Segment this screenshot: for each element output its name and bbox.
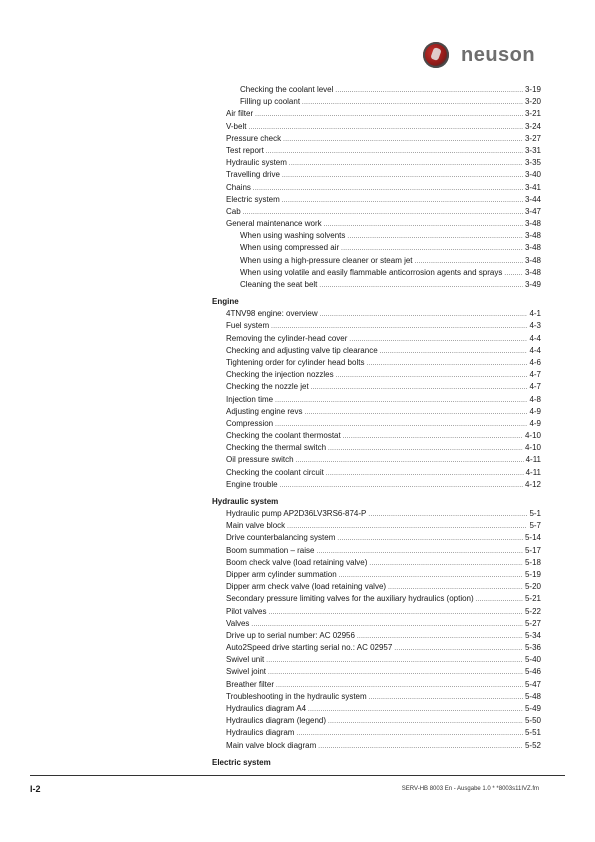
toc-dot-leader [349,334,527,346]
toc-entry[interactable] [212,267,541,279]
toc-entry[interactable] [212,606,541,618]
toc-entry-title: V-belt [226,121,247,131]
toc-dot-leader [243,207,523,219]
toc-entry-page: 4-9 [529,418,541,428]
toc-dot-leader [341,243,523,255]
toc-dot-leader [253,183,523,195]
toc-dot-leader [276,680,523,692]
toc-entry-page: 4-11 [525,455,541,465]
toc-entry-page: 4-7 [529,370,541,380]
toc-entry-page: 4-3 [529,321,541,331]
toc-dot-leader [302,97,523,109]
toc-entry[interactable] [212,691,541,703]
toc-entry-title: Filling up coolant [240,97,301,107]
toc-entry[interactable] [212,145,541,157]
toc-entry[interactable] [212,206,541,218]
toc-dot-leader [337,533,523,545]
toc-entry-page: 5-51 [524,728,541,738]
toc-entry-page: 4-7 [529,382,541,392]
toc-entry[interactable] [212,157,541,169]
toc-entry[interactable] [212,96,541,108]
toc-entry-page: 5-48 [524,691,541,701]
toc-entry-title: Main valve block diagram [226,740,317,750]
toc-entry[interactable] [212,430,541,442]
toc-entry-page: 5-22 [524,606,541,616]
toc-dot-leader [357,631,523,643]
toc-entry[interactable] [212,381,541,393]
toc-entry-title: Valves [226,618,250,628]
toc-entry-title: Test report [226,145,264,155]
toc-dot-leader [324,219,523,231]
toc-entry-page: 3-19 [524,85,541,94]
toc-dot-leader [318,741,523,753]
toc-dot-leader [275,395,527,407]
toc-entry-title: Troubleshooting in the hydraulic system [226,691,367,701]
toc-entry[interactable] [212,406,541,418]
toc-entry-page: 3-44 [524,194,541,204]
toc-dot-leader [255,109,523,121]
toc-entry-page: 4-10 [524,443,541,453]
document-reference: SERV-HB 8003 En - Ausgabe 1.0 * *8003s11IVZ.fm [401,786,539,792]
toc-entry[interactable] [212,369,541,381]
toc-dot-leader [326,468,524,480]
toc-entry-page: 3-49 [524,280,541,289]
toc-dot-leader [287,521,527,533]
toc-entry[interactable] [212,715,541,727]
toc-entry-title: Hydraulic pump AP2D36LV3RS6-874-P [226,509,367,518]
toc-entry[interactable] [212,84,541,96]
toc-entry-page: 5-19 [524,569,541,579]
toc-entry-page: 4-8 [529,394,541,404]
toc-entry-title: When using compressed air [240,243,340,253]
toc-entry[interactable] [212,169,541,181]
toc-entry-title: Travelling drive [226,170,280,180]
toc-entry-title: Checking and adjusting valve tip clearance [226,345,378,355]
toc-entry[interactable] [212,308,541,320]
toc-entry-title: Removing the cylinder-head cover [226,333,348,343]
toc-entry-page: 3-27 [524,133,541,143]
toc-entry-page: 5-21 [524,594,541,604]
toc-entry[interactable] [212,108,541,120]
toc-entry[interactable] [212,255,541,267]
toc-entry-page: 3-48 [524,219,541,229]
toc-dot-leader [319,280,523,292]
toc-dot-leader [380,346,528,358]
toc-entry-title: Checking the nozzle jet [226,382,309,392]
toc-section-heading[interactable]: Hydraulic system [212,497,279,506]
toc-entry[interactable] [212,630,541,642]
toc-entry-page: 5-36 [524,643,541,653]
toc-entry-title: Fuel system [226,321,270,331]
toc-section-heading[interactable]: Electric system [212,757,271,767]
toc-entry[interactable] [212,442,541,454]
toc-dot-leader [336,370,528,382]
toc-entry-title: Chains [226,182,251,192]
toc-entry-page: 3-35 [524,158,541,168]
toc-dot-leader [280,480,523,492]
toc-dot-leader [320,309,528,321]
toc-dot-leader [369,692,523,704]
toc-entry-page: 4-10 [524,431,541,441]
toc-entry-title: Dipper arm cylinder summation [226,569,337,579]
toc-dot-leader [335,85,523,97]
toc-dot-leader [283,134,523,146]
toc-entry-title: Breather filter [226,679,275,689]
toc-entry-title: Hydraulics diagram A4 [226,704,307,713]
toc-dot-leader [366,358,527,370]
toc-dot-leader [296,728,523,740]
toc-entry[interactable] [212,242,541,254]
toc-dot-leader [271,321,527,333]
toc-entry-page: 5-46 [524,667,541,677]
toc-entry-title: General maintenance work [226,219,322,229]
toc-entry-title: Checking the coolant level [240,85,334,94]
toc-entry-title: When using a high-pressure cleaner or steam jet [240,255,413,265]
toc-dot-leader [328,716,523,728]
toc-entry-title: Hydraulics diagram [226,728,295,738]
toc-entry-title: Dipper arm check valve (load retaining valve) [226,582,387,592]
toc-entry-title: Tightening order for cylinder head bolts [226,357,365,367]
toc-entry-page: 5-18 [524,557,541,567]
toc-entry[interactable] [212,642,541,654]
toc-entry-page: 5-1 [529,509,541,518]
toc-entry-page: 3-48 [524,255,541,265]
toc-entry-title: Swivel joint [226,667,267,677]
toc-entry-title: Secondary pressure limiting valves for the auxiliary hydraulics (option) [226,594,474,604]
toc-entry-page: 5-50 [524,716,541,726]
toc-dot-leader [368,509,527,521]
toc-entry[interactable] [212,345,541,357]
toc-dot-leader [275,419,527,431]
toc-entry[interactable] [212,133,541,145]
toc-entry-title: Compression [226,418,274,428]
toc-entry-page: 4-12 [524,479,541,489]
toc-entry-page: 4-9 [529,406,541,416]
toc-entry-page: 3-41 [524,182,541,192]
toc-dot-leader [339,570,523,582]
toc-entry-title: Swivel unit [226,655,265,665]
brand-logo [423,42,535,68]
toc-entry-page: 3-48 [524,243,541,253]
toc-entry[interactable] [212,703,541,715]
toc-entry[interactable] [212,357,541,369]
table-of-contents [212,84,541,769]
toc-dot-leader [347,231,523,243]
toc-entry[interactable] [212,666,541,678]
toc-entry[interactable] [212,520,541,532]
toc-entry-page: 3-40 [524,170,541,180]
toc-dot-leader [369,558,523,570]
toc-entry-title: Checking the coolant thermostat [226,431,341,441]
toc-entry[interactable] [212,467,541,479]
toc-dot-leader [296,455,524,467]
toc-dot-leader [268,667,523,679]
toc-entry-title: Injection time [226,394,274,404]
toc-dot-leader [308,704,523,716]
toc-entry[interactable] [212,593,541,605]
toc-entry-page: 4-1 [529,309,541,319]
toc-entry[interactable] [212,532,541,544]
toc-dot-leader [328,443,523,455]
toc-entry[interactable] [212,279,541,291]
toc-entry-page: 5-14 [524,533,541,543]
toc-entry-title: Checking the injection nozzles [226,370,334,380]
toc-entry-title: When using volatile and easily flammable anticorrosion agents and sprays [240,267,503,277]
toc-entry[interactable] [212,557,541,569]
toc-entry[interactable] [212,569,541,581]
toc-entry-page: 3-48 [524,267,541,277]
toc-dot-leader [268,607,523,619]
toc-entry-page: 5-17 [524,545,541,555]
toc-dot-leader [248,122,523,134]
toc-entry-title: Pressure check [226,133,282,143]
toc-dot-leader [504,268,523,280]
toc-entry[interactable] [212,418,541,430]
toc-entry-page: 5-52 [524,740,541,750]
toc-dot-leader [476,594,523,606]
toc-entry-title: Cab [226,206,241,216]
toc-entry-title: When using washing solvents [240,231,346,241]
toc-entry-title: Cleaning the seat belt [240,280,318,289]
toc-entry-page: 4-4 [529,333,541,343]
toc-dot-leader [311,382,528,394]
toc-dot-leader [289,158,523,170]
toc-entry-title: 4TNV98 engine: overview [226,309,318,319]
toc-entry[interactable] [212,740,541,752]
toc-entry-title: Boom summation – raise [226,545,315,555]
toc-entry-title: Checking the coolant circuit [226,467,324,477]
toc-entry-title: Adjusting engine revs [226,406,303,416]
toc-entry-title: Oil pressure switch [226,455,294,465]
toc-dot-leader [266,655,523,667]
toc-entry-page: 5-7 [529,521,541,531]
toc-entry-title: Auto2Speed drive starting serial no.: AC 02957 [226,643,393,653]
toc-dot-leader [305,407,528,419]
brand-name: neuson [461,43,536,66]
toc-entry[interactable] [212,121,541,133]
toc-entry-page: 3-24 [524,121,541,131]
toc-dot-leader [415,256,523,268]
toc-entry-page: 3-31 [524,145,541,155]
brand-emblem-icon [423,42,449,68]
page-number: I-2 [30,784,41,794]
toc-dot-leader [282,195,523,207]
toc-entry-page: 3-47 [524,206,541,216]
toc-dot-leader [388,582,523,594]
toc-entry[interactable] [212,654,541,666]
toc-entry-title: Main valve block [226,521,286,531]
toc-entry[interactable] [212,320,541,332]
toc-entry[interactable] [212,454,541,466]
toc-entry[interactable] [212,545,541,557]
toc-entry[interactable] [212,333,541,345]
toc-entry-title: Pilot valves [226,606,267,616]
toc-entry-title: Hydraulics diagram (legend) [226,716,327,726]
toc-dot-leader [343,431,523,443]
toc-entry-page: 5-20 [524,582,541,592]
toc-entry-page: 3-48 [524,231,541,241]
toc-dot-leader [394,643,523,655]
toc-dot-leader [282,170,523,182]
toc-entry-page: 5-40 [524,655,541,665]
toc-entry-page: 5-34 [524,630,541,640]
toc-entry[interactable] [212,727,541,739]
toc-entry[interactable] [212,508,541,520]
toc-entry-title: Boom check valve (load retaining valve) [226,557,368,567]
toc-entry-page: 3-21 [524,109,541,119]
toc-entry[interactable] [212,194,541,206]
toc-entry[interactable] [212,230,541,242]
toc-dot-leader [316,546,523,558]
toc-entry-title: Drive counterbalancing system [226,533,336,543]
toc-entry-title: Hydraulic system [226,158,287,168]
toc-entry-page: 4-6 [529,357,541,367]
toc-entry[interactable] [212,618,541,630]
toc-entry[interactable] [212,479,541,491]
toc-entry-title: Drive up to serial number: AC 02956 [226,630,355,640]
toc-entry-page: 5-47 [524,679,541,689]
toc-entry[interactable] [212,679,541,691]
toc-entry-title: Electric system [226,194,280,204]
toc-entry-page: 3-20 [524,97,541,107]
toc-entry[interactable] [212,218,541,230]
toc-entry[interactable] [212,182,541,194]
toc-entry-title: Air filter [226,109,254,119]
toc-entry-title: Engine trouble [226,479,278,489]
toc-entry[interactable] [212,581,541,593]
toc-dot-leader [251,619,523,631]
toc-dot-leader [266,146,523,158]
toc-section-heading[interactable]: Engine [212,297,239,307]
toc-entry-page: 5-27 [524,618,541,628]
toc-entry-page: 4-4 [529,345,541,355]
toc-entry-page: 4-11 [525,467,541,477]
toc-entry-page: 5-49 [524,704,541,713]
toc-entry[interactable] [212,394,541,406]
toc-entry-title: Checking the thermal switch [226,443,327,453]
footer-divider [30,775,565,776]
